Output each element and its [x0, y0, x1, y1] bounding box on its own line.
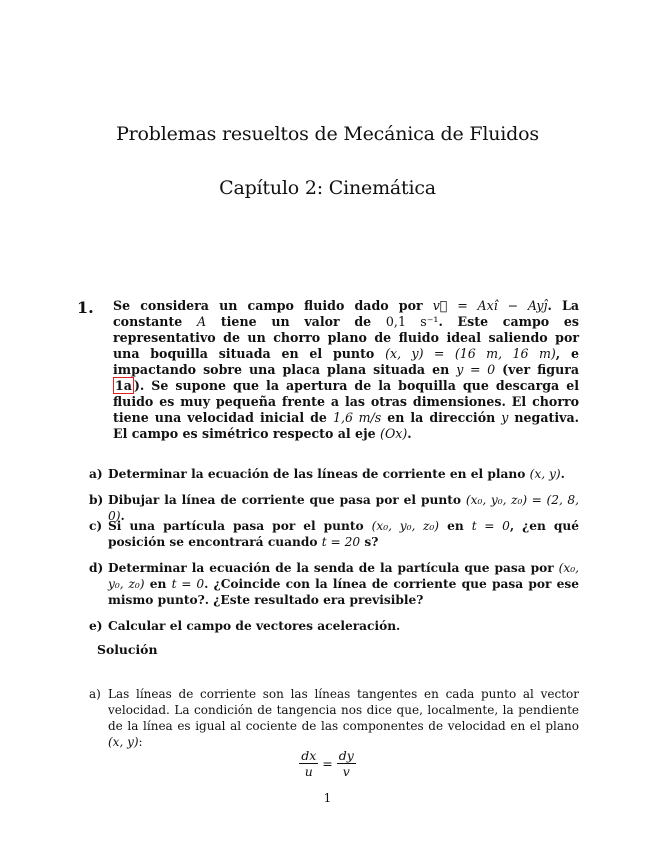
problem-statement: Se considera un campo fluido dado por v⃗ = Axî − Ayĵ. La constante A tiene un valor de 0,1 s⁻¹. Este campo es representativo de un chorro plano de fluido ideal saliendo por una boquilla situada en el punto (x, y) = (16 m, 16 m), e impactando sobre una placa plana situada en y = 0 (ver figura 1a ). Se supone que la apertura de la boquilla que descarga el fluido es muy pequeña frente a las otras dimensiones. El chorro tiene una velocidad inicial de 1,6 m/s en la dirección y negativa. El campo es simétrico respecto al eje (Ox).	[113, 298, 580, 441]
question-e: e) Calcular el campo de vectores aceleración.	[89, 619, 401, 633]
solution-heading: Solución	[97, 642, 158, 657]
velocity-field-formula: v⃗ = Axî − Ayĵ	[432, 298, 548, 313]
fraction-dx-u: $\frac{dx}{u}$	[301, 748, 317, 779]
question-label: e)	[89, 619, 103, 633]
question-a: a) Determinar la ecuación de las líneas de corriente en el plano (x, y).	[89, 467, 565, 481]
figure-reference-link[interactable]: 1a	[115, 378, 132, 393]
document-title: Problemas resueltos de Mecánica de Fluidos	[116, 123, 539, 145]
page-number: 1	[323, 791, 332, 805]
question-b: b) Dibujar la línea de corriente que pasa por el punto (x₀, y₀, z₀) = (2, 8, 0).	[89, 493, 580, 523]
question-c: c) Si una partícula pasa por el punto (x₀, y₀, z₀) en t = 0, ¿en qué posición se encontrará cuando t = 20 s?	[89, 519, 580, 549]
chapter-title: Capítulo 2: Cinemática	[219, 177, 436, 199]
question-label: c)	[89, 519, 103, 533]
question-label: b)	[89, 493, 104, 507]
solution-label: a)	[89, 687, 101, 701]
fraction-dy-v: $\frac{dy}{v}$	[338, 748, 354, 779]
streamline-equation: $\frac{dx}{u}$ = $\frac{dy}{v}$	[301, 748, 354, 779]
problem-number: 1.	[77, 298, 94, 317]
question-label: d)	[89, 561, 104, 575]
solution-paragraph-a: a) Las líneas de corriente son las líneas tangentes en cada punto al vector velocidad. La condición de tangencia nos dice que, localmente, la pendiente de la línea es igual al cociente de las componentes de velocidad en el plano (x, y):	[89, 687, 579, 749]
question-label: a)	[89, 467, 103, 481]
question-d: d) Determinar la ecuación de la senda de la partícula que pasa por (x₀, y₀, z₀) en t = 0. ¿Coincide con la línea de corriente que pasa por ese mismo punto?. ¿Este resultado era previsible?	[89, 561, 579, 607]
